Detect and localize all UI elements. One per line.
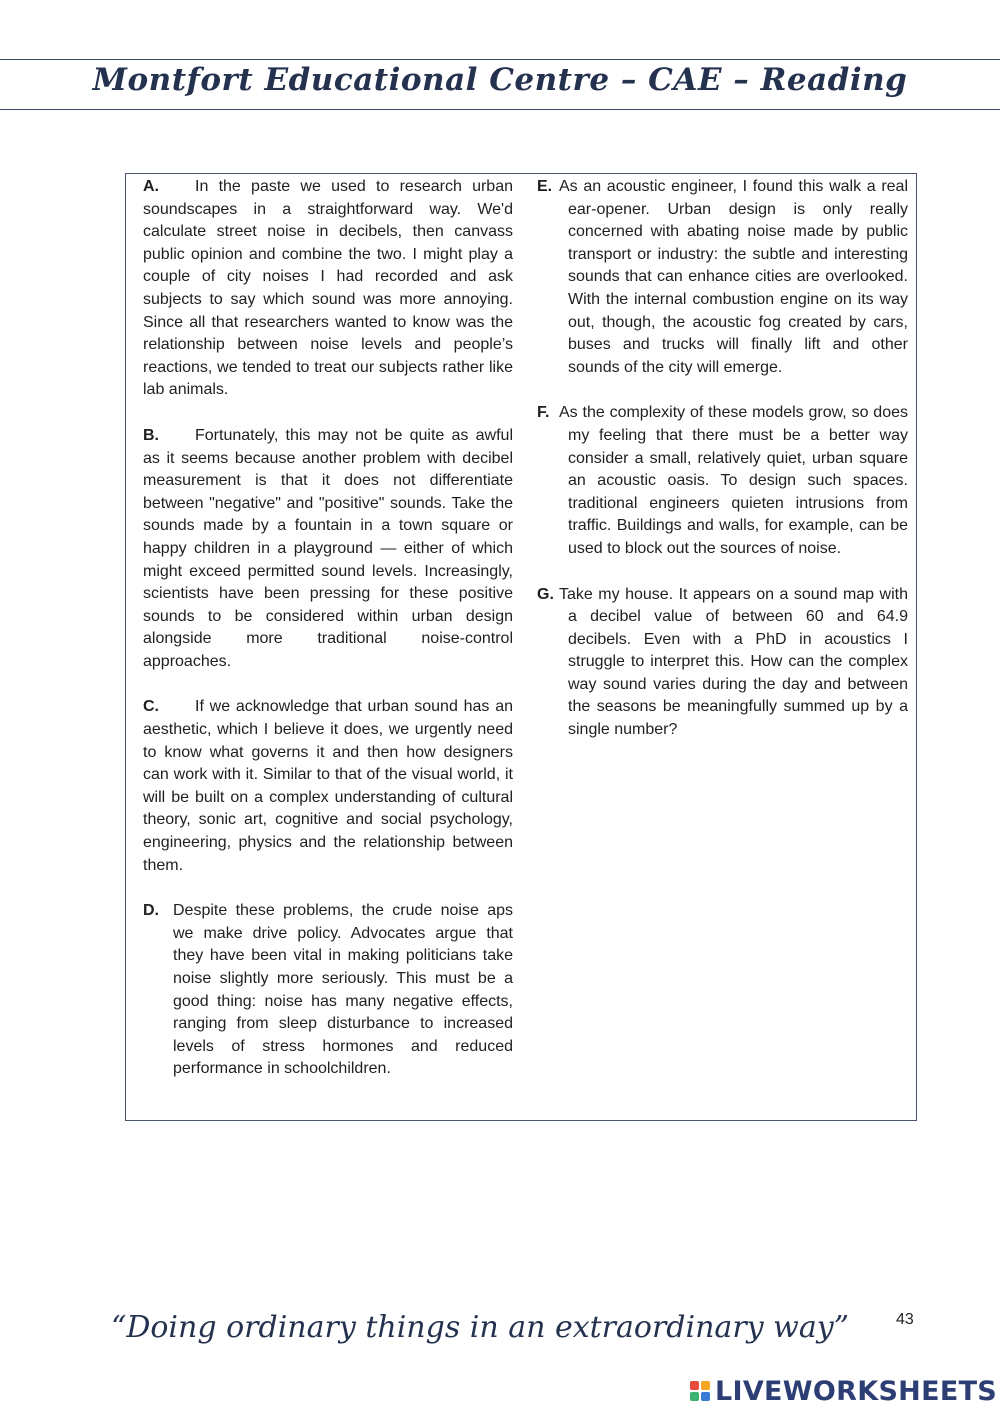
paragraph-letter: A. — [143, 178, 159, 195]
paragraph-letter: G. — [537, 585, 554, 603]
paragraph-text: Take my house. It appears on a sound map with a decibel value of between 60 and 64.9 decibels. Even with a PhD in acoustics I struggle to interpret this. How can the complex way sound varies during the day and between the seasons be meaningfully summed up by a single number? — [559, 585, 908, 739]
logo-square — [690, 1392, 699, 1401]
page-header-title: Montfort Educational Centre – CAE – Reading — [92, 62, 908, 98]
paragraph-letter: E. — [537, 178, 553, 195]
paragraph-b — [143, 425, 513, 674]
footer-motto: “Doing ordinary things in an extraordinary way” — [110, 1310, 849, 1345]
page-number: 43 — [896, 1311, 914, 1328]
paragraph-e — [537, 176, 908, 379]
left-column — [143, 176, 513, 1104]
header-rule-bottom — [0, 109, 1000, 110]
paragraph-letter: C. — [143, 698, 159, 716]
paragraph-g — [537, 584, 908, 742]
right-column — [537, 176, 908, 765]
paragraph-letter: B. — [143, 426, 159, 444]
logo-square — [701, 1381, 710, 1390]
paragraph-c — [143, 696, 513, 877]
liveworksheets-logo[interactable] — [690, 1374, 997, 1408]
liveworksheets-brand: LIVEWORKSHEETS — [715, 1375, 998, 1407]
paragraph-text: Despite these problems, the crude noise aps we make drive policy. Advocates argue that they have been vital in making politicians take noise slightly more seriously. This must be a good thing: noise has many negative effects, ranging from sleep disturbance to increased levels of stress hormones and reduced performance in schoolchildren. — [173, 902, 513, 1078]
paragraph-f — [537, 402, 908, 560]
header-rule-top — [0, 59, 1000, 60]
reading-text-box — [125, 173, 917, 1121]
liveworksheets-logo-icon — [690, 1381, 710, 1401]
logo-square — [701, 1392, 710, 1401]
paragraph-text: As an acoustic engineer, I found this walk a real ear-opener. Urban design is only really concerned with abating noise made by public transport or industry: the subtle and interesting sounds that can enhance cities are overlooked. With the internal combustion engine on its way out, though, the acoustic fog created by cars, buses and trucks will finally lift and other sounds of the city will emerge. — [559, 178, 908, 376]
paragraph-text: Fortunately, this may not be quite as awful as it seems because another problem with decibel measurement is that it does not differentiate between "negative" and "positive" sounds. Take the sounds made by a fountain in a town square or happy children in a playground — either of which might exceed permitted sound levels. Increasingly, scientists have been pressing for these positive sounds to be considered within urban design alongside more traditional noise-control approaches. — [143, 426, 513, 670]
paragraph-letter: D. — [143, 902, 159, 920]
paragraph-text: If we acknowledge that urban sound has an aesthetic, which I believe it does, we urgently need to know what governs it and then how designers can work with it. Similar to that of the visual world, it will be built on a complex understanding of cultural theory, sonic art, cognitive and social psychology, engineering, physics and the relationship between them. — [143, 698, 513, 874]
paragraph-letter: F. — [537, 404, 550, 422]
logo-square — [690, 1381, 699, 1390]
paragraph-a — [143, 176, 513, 402]
paragraph-text: In the paste we used to research urban soundscapes in a straightforward way. We'd calculate street noise in decibels, then canvass public opinion and combine the two. I might play a couple of city noises I had recorded and ask subjects to say which sound was more annoying. Since all that researchers wanted to know was the relationship between noise levels and people’s reactions, we tended to treat our subjects rather like lab animals. — [143, 178, 513, 399]
paragraph-text: As the complexity of these models grow, so does my feeling that there must be a better way consider a small, relatively quiet, urban square an acoustic oasis. To design such spaces. traditional engineers quieten intrusions from traffic. Buildings and walls, for example, can be used to block out the sources of noise. — [559, 404, 908, 557]
paragraph-d — [143, 900, 513, 1081]
